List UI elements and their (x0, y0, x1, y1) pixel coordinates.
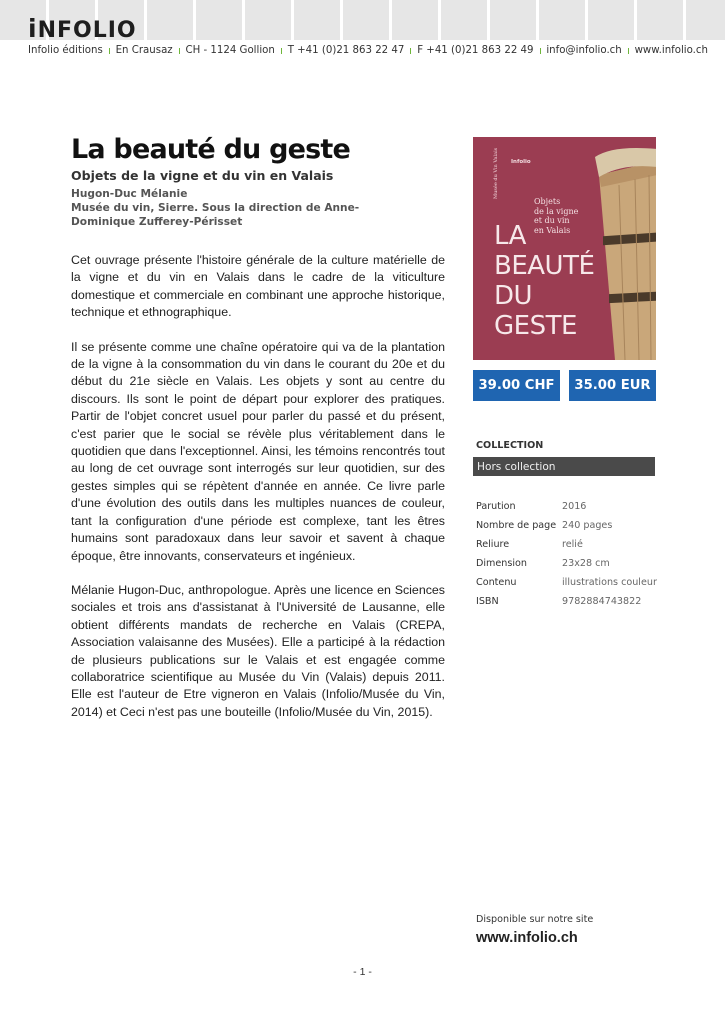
cover-brand: Infolio (511, 159, 531, 165)
book-details-table (476, 497, 661, 611)
contact-company: Infolio éditions (28, 45, 103, 56)
contact-website[interactable]: www.infolio.ch (634, 45, 708, 56)
bullet-square-icon (179, 48, 180, 54)
description-paragraph: Il se présente comme une chaîne opératoire qui va de la plantation de la vigne à la consommation du vin dans le courant du 20e et du début du 21e siècle en Valais. Les objets y sont au centre du discours. Ils sont le point de départ pour explorer des pratiques. Partir de l'objet concret usuel pour parler du passé et du présent, c'est parier que le social se révèle plus véritablement dans le quotidien que dans l'exceptionnel. Ainsi, les témoins rencontrés tout au long de cet ouvrage sont interrogés sur leur quotidien, sur des gestes simples qui se répètent d'année en année. Ce livre parle d'une évolution des outils dans les multiples nuances de couleur, tant la configuration d'une période est complexe, tant les êtres humains sont paradoxaux dans leur savoir et savent à chaque époque, être innovants, conservateurs et ingénieux. (71, 339, 445, 563)
detail-row: Reliure relié (476, 539, 583, 550)
detail-row: ISBN 9782884743822 (476, 596, 642, 607)
book-subtitle: Objets de la vigne et du vin en Valais (71, 168, 334, 183)
detail-row: Parution 2016 (476, 501, 587, 512)
page-number: - 1 - (353, 966, 372, 978)
contact-city: CH - 1124 Gollion (185, 45, 275, 56)
detail-row: Contenu illustrations couleur (476, 577, 657, 588)
book-meta (71, 187, 401, 229)
book-title: La beauté du geste (71, 134, 351, 165)
bullet-square-icon (281, 48, 282, 54)
price-eur-badge: 35.00 EUR (569, 370, 656, 401)
book-author: Hugon-Duc Mélanie (71, 188, 188, 200)
collection-label: COLLECTION (476, 440, 544, 451)
cover-title: LA BEAUTÉ DU GESTE (494, 221, 595, 341)
author-bio-paragraph: Mélanie Hugon-Duc, anthropologue. Après une licence en Sciences sociales et trois ans d'assistanat à l'Université de Lausanne, elle obtient différents mandats de recherche en Valais (CREPA, Association valaisanne des Musées). Elle a participé à la rédaction de plusieurs publications sur le Valais et est engagée comme collaboratrice scientifique au Musée du Vin (Valais) depuis 2011. Elle est l'auteur de Etre vigneron en Valais (Infolio/Musée du Vin, 2014) et Ceci n'est pas une bouteille (Infolio/Musée du Vin, 2015). (71, 582, 445, 719)
bullet-square-icon (109, 48, 110, 54)
cover-spine-text: Musée du Vin Valais (493, 147, 499, 199)
book-description (71, 252, 445, 738)
contact-street: En Crausaz (115, 45, 173, 56)
detail-row: Nombre de page 240 pages (476, 520, 613, 531)
contact-email[interactable]: info@infolio.ch (546, 45, 622, 56)
bullet-square-icon (628, 48, 629, 54)
book-cover (473, 137, 656, 360)
bullet-square-icon (410, 48, 411, 54)
detail-row: Dimension 23x28 cm (476, 558, 610, 569)
contact-fax: F +41 (0)21 863 22 49 (417, 45, 534, 56)
available-note: Disponible sur notre site (476, 914, 594, 925)
book-publisher-line: Musée du vin, Sierre. Sous la direction de Anne-Dominique Zufferey-Périsset (71, 202, 360, 228)
bullet-square-icon (540, 48, 541, 54)
contact-phone: T +41 (0)21 863 22 47 (287, 45, 405, 56)
cover-subtitle: Objets de la vigne et du vin en Valais (534, 197, 579, 235)
price-chf-badge: 39.00 CHF (473, 370, 560, 401)
contact-bar (28, 45, 708, 56)
description-paragraph: Cet ouvrage présente l'histoire générale de la culture matérielle de la vigne et du vin en Valais dans le cadre de la viticulture domestique et commerciale en combinant une approche historique, technique et ethnographique. (71, 253, 445, 320)
infolio-logo: iNFOLIO (28, 14, 137, 43)
collection-value: Hors collection (473, 457, 655, 476)
website-link[interactable]: www.infolio.ch (476, 930, 578, 946)
